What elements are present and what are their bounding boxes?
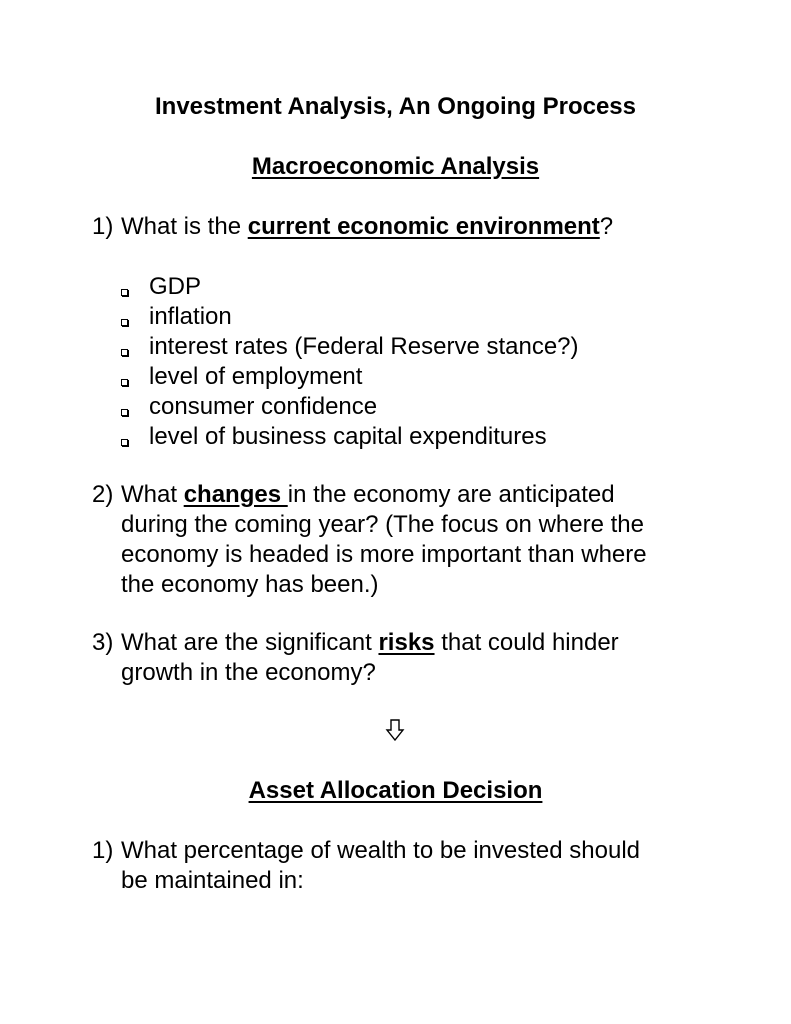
- question-number: 1): [92, 213, 114, 240]
- question-suffix: ?: [599, 213, 614, 240]
- question-body: [121, 212, 721, 242]
- square-bullet-icon: [121, 319, 128, 326]
- question-prefix: What: [121, 481, 184, 508]
- question-body: [121, 480, 721, 600]
- asset-heading-text: Asset Allocation Decision: [248, 777, 543, 804]
- question-suffix: in the economy are anticipated: [287, 481, 615, 508]
- question-line: during the coming year? (The focus on where the: [121, 511, 644, 538]
- question-line: [121, 212, 721, 242]
- list-item-text: level of employment: [149, 363, 363, 390]
- question-body: [121, 836, 721, 896]
- question-emphasis: risks: [378, 629, 435, 656]
- question-prefix: What is the: [121, 213, 248, 240]
- square-bullet-icon: [121, 379, 128, 386]
- question-number: 3): [92, 629, 114, 656]
- question-suffix: that could hinder: [434, 629, 619, 656]
- question-emphasis: changes: [183, 481, 288, 508]
- macro-heading: [0, 152, 791, 182]
- macro-heading-text: Macroeconomic Analysis: [251, 153, 540, 180]
- list-item-text: GDP: [149, 273, 202, 300]
- question-line: be maintained in:: [121, 867, 304, 894]
- question-number: 2): [92, 481, 114, 508]
- question-number: 1): [92, 837, 114, 864]
- question-prefix: What are the significant: [121, 629, 379, 656]
- question-line: the economy has been.): [121, 571, 379, 598]
- square-bullet-icon: [121, 439, 128, 446]
- question-line: What percentage of wealth to be invested should: [121, 837, 640, 864]
- question-line: [121, 480, 721, 510]
- square-bullet-icon: [121, 409, 128, 416]
- list-item-text: interest rates (Federal Reserve stance?): [149, 333, 579, 360]
- down-arrow-icon: [385, 718, 405, 742]
- asset-heading: [0, 776, 791, 806]
- square-bullet-icon: [121, 289, 128, 296]
- question-body: [121, 628, 721, 688]
- list-item-text: inflation: [149, 303, 232, 330]
- question-emphasis: current economic environment: [247, 213, 600, 240]
- question-line: growth in the economy?: [121, 659, 376, 686]
- document-title: Investment Analysis, An Ongoing Process: [154, 93, 636, 120]
- list-item-text: consumer confidence: [149, 393, 378, 420]
- question-line: economy is headed is more important than where: [121, 541, 647, 568]
- list-item-text: level of business capital expenditures: [149, 423, 547, 450]
- question-line: [121, 628, 721, 658]
- square-bullet-icon: [121, 349, 128, 356]
